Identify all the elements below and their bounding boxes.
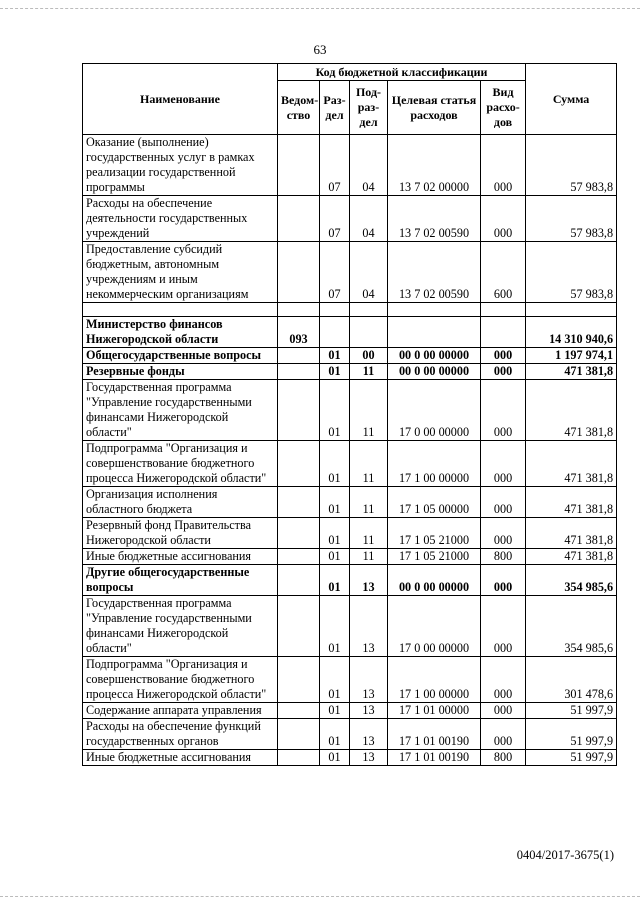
row-vedomstvo [278,135,320,196]
row-vedomstvo [278,441,320,487]
row-razdel: 01 [320,364,350,380]
row-vedomstvo [278,657,320,703]
row-podrazdel: 11 [350,549,388,565]
table-row [83,135,617,196]
row-vedomstvo: 093 [278,317,320,348]
row-razdel: 07 [320,135,350,196]
page-number: 63 [313,42,327,57]
row-name: Подпрограмма "Организация и совершенствование бюджетного процесса Нижегородской области" [83,441,278,487]
table-row [83,518,617,549]
row-podrazdel: 04 [350,242,388,303]
row-vid: 000 [481,518,526,549]
row-vedomstvo [278,348,320,364]
row-podrazdel [350,317,388,348]
row-vedomstvo [278,518,320,549]
row-sum: 471 381,8 [526,549,617,565]
row-sum: 354 985,6 [526,596,617,657]
row-sum: 471 381,8 [526,364,617,380]
row-razdel: 01 [320,719,350,750]
bottom-edge-line [0,896,640,897]
row-podrazdel: 11 [350,441,388,487]
table-row [83,549,617,565]
row-celevaya: 17 1 05 21000 [388,518,481,549]
table-row [83,348,617,364]
row-vid: 000 [481,596,526,657]
row-sum: 301 478,6 [526,657,617,703]
row-sum: 1 197 974,1 [526,348,617,364]
table-row [83,657,617,703]
row-vid: 000 [481,364,526,380]
row-celevaya: 17 1 01 00000 [388,703,481,719]
header-celevaya: Целевая статья расходов [388,81,481,135]
row-name: Министерство финансов Нижегородской области [83,317,278,348]
header-podrazdel: Под-раз-дел [350,81,388,135]
row-name: Резервный фонд Правительства Нижегородской области [83,518,278,549]
table-row [83,364,617,380]
row-podrazdel: 13 [350,596,388,657]
row-podrazdel: 11 [350,487,388,518]
row-name: Расходы на обеспечение функций государственных органов [83,719,278,750]
row-celevaya: 13 7 02 00590 [388,196,481,242]
row-razdel: 01 [320,518,350,549]
row-celevaya: 17 0 00 00000 [388,380,481,441]
table-row [83,196,617,242]
row-sum: 354 985,6 [526,565,617,596]
row-sum: 57 983,8 [526,135,617,196]
row-vid [481,317,526,348]
row-podrazdel [350,303,388,317]
table-row [83,242,617,303]
table-row [83,750,617,766]
budget-table [82,63,617,766]
row-name: Иные бюджетные ассигнования [83,750,278,766]
row-name: Иные бюджетные ассигнования [83,549,278,565]
row-sum: 51 997,9 [526,703,617,719]
row-vid: 000 [481,196,526,242]
table-row [83,703,617,719]
row-vid: 000 [481,380,526,441]
row-name: Оказание (выполнение) государственных услуг в рамках реализации государственной программы [83,135,278,196]
row-celevaya: 17 1 00 00000 [388,441,481,487]
row-name: Общегосударственные вопросы [83,348,278,364]
row-podrazdel: 11 [350,380,388,441]
row-razdel: 01 [320,703,350,719]
header-vedomstvo: Ведом-ство [278,81,320,135]
row-celevaya: 00 0 00 00000 [388,348,481,364]
row-vedomstvo [278,487,320,518]
row-name: Государственная программа "Управление государственными финансами Нижегородской области" [83,596,278,657]
table-row [83,441,617,487]
row-name: Расходы на обеспечение деятельности государственных учреждений [83,196,278,242]
row-celevaya [388,317,481,348]
row-razdel: 01 [320,750,350,766]
row-sum: 51 997,9 [526,750,617,766]
table-row [83,487,617,518]
row-podrazdel: 13 [350,719,388,750]
header-sum: Сумма [526,64,617,135]
row-vid: 000 [481,657,526,703]
row-celevaya: 17 1 01 00190 [388,719,481,750]
row-razdel [320,317,350,348]
header-vid: Вид расхо-дов [481,81,526,135]
row-name: Подпрограмма "Организация и совершенствование бюджетного процесса Нижегородской области" [83,657,278,703]
row-name: Государственная программа "Управление государственными финансами Нижегородской области" [83,380,278,441]
row-vedomstvo [278,565,320,596]
row-sum: 471 381,8 [526,487,617,518]
table-row [83,719,617,750]
row-name [83,303,278,317]
table-row [83,303,617,317]
row-celevaya: 17 1 00 00000 [388,657,481,703]
row-vedomstvo [278,196,320,242]
row-celevaya: 13 7 02 00590 [388,242,481,303]
header-name: Наименование [83,64,278,135]
document-code: 0404/2017-3675(1) [516,848,614,862]
row-name: Организация исполнения областного бюджета [83,487,278,518]
table-row [83,596,617,657]
row-razdel: 01 [320,596,350,657]
row-vedomstvo [278,549,320,565]
row-celevaya: 17 0 00 00000 [388,596,481,657]
row-sum [526,303,617,317]
row-vid: 800 [481,549,526,565]
row-razdel: 01 [320,487,350,518]
row-vid: 000 [481,565,526,596]
row-sum: 471 381,8 [526,380,617,441]
table-body [83,135,617,766]
row-vid: 000 [481,348,526,364]
row-razdel: 01 [320,565,350,596]
row-vid: 000 [481,703,526,719]
row-razdel: 07 [320,196,350,242]
row-vedomstvo [278,380,320,441]
row-razdel: 01 [320,348,350,364]
row-vid: 000 [481,441,526,487]
row-vedomstvo [278,242,320,303]
row-razdel: 07 [320,242,350,303]
table-row [83,317,617,348]
row-vedomstvo [278,596,320,657]
row-celevaya: 17 1 05 00000 [388,487,481,518]
row-vid: 000 [481,135,526,196]
row-podrazdel: 04 [350,196,388,242]
row-podrazdel: 13 [350,750,388,766]
table-row [83,565,617,596]
row-razdel: 01 [320,380,350,441]
row-celevaya: 00 0 00 00000 [388,565,481,596]
row-vid: 000 [481,487,526,518]
row-celevaya [388,303,481,317]
row-podrazdel: 13 [350,565,388,596]
row-vid: 600 [481,242,526,303]
row-name: Содержание аппарата управления [83,703,278,719]
row-vedomstvo [278,750,320,766]
row-vedomstvo [278,303,320,317]
row-name: Предоставление субсидий бюджетным, автономным учреждениям и иным некоммерческим организациям [83,242,278,303]
row-sum: 57 983,8 [526,242,617,303]
row-sum: 14 310 940,6 [526,317,617,348]
row-podrazdel: 11 [350,518,388,549]
row-sum: 57 983,8 [526,196,617,242]
row-razdel: 01 [320,441,350,487]
row-podrazdel: 13 [350,703,388,719]
row-sum: 51 997,9 [526,719,617,750]
row-vid [481,303,526,317]
row-celevaya: 17 1 05 21000 [388,549,481,565]
row-vedomstvo [278,364,320,380]
row-podrazdel: 00 [350,348,388,364]
row-razdel [320,303,350,317]
row-celevaya: 00 0 00 00000 [388,364,481,380]
row-celevaya: 17 1 01 00190 [388,750,481,766]
header-code-group: Код бюджетной классификации [278,64,526,81]
top-edge-line [0,8,640,9]
row-podrazdel: 11 [350,364,388,380]
row-sum: 471 381,8 [526,518,617,549]
row-razdel: 01 [320,549,350,565]
row-name: Резервные фонды [83,364,278,380]
header-razdel: Раз-дел [320,81,350,135]
row-vedomstvo [278,719,320,750]
row-vid: 000 [481,719,526,750]
row-podrazdel: 13 [350,657,388,703]
row-name: Другие общегосударственные вопросы [83,565,278,596]
row-razdel: 01 [320,657,350,703]
row-vedomstvo [278,703,320,719]
row-podrazdel: 04 [350,135,388,196]
row-vid: 800 [481,750,526,766]
table-row [83,380,617,441]
row-sum: 471 381,8 [526,441,617,487]
row-celevaya: 13 7 02 00000 [388,135,481,196]
